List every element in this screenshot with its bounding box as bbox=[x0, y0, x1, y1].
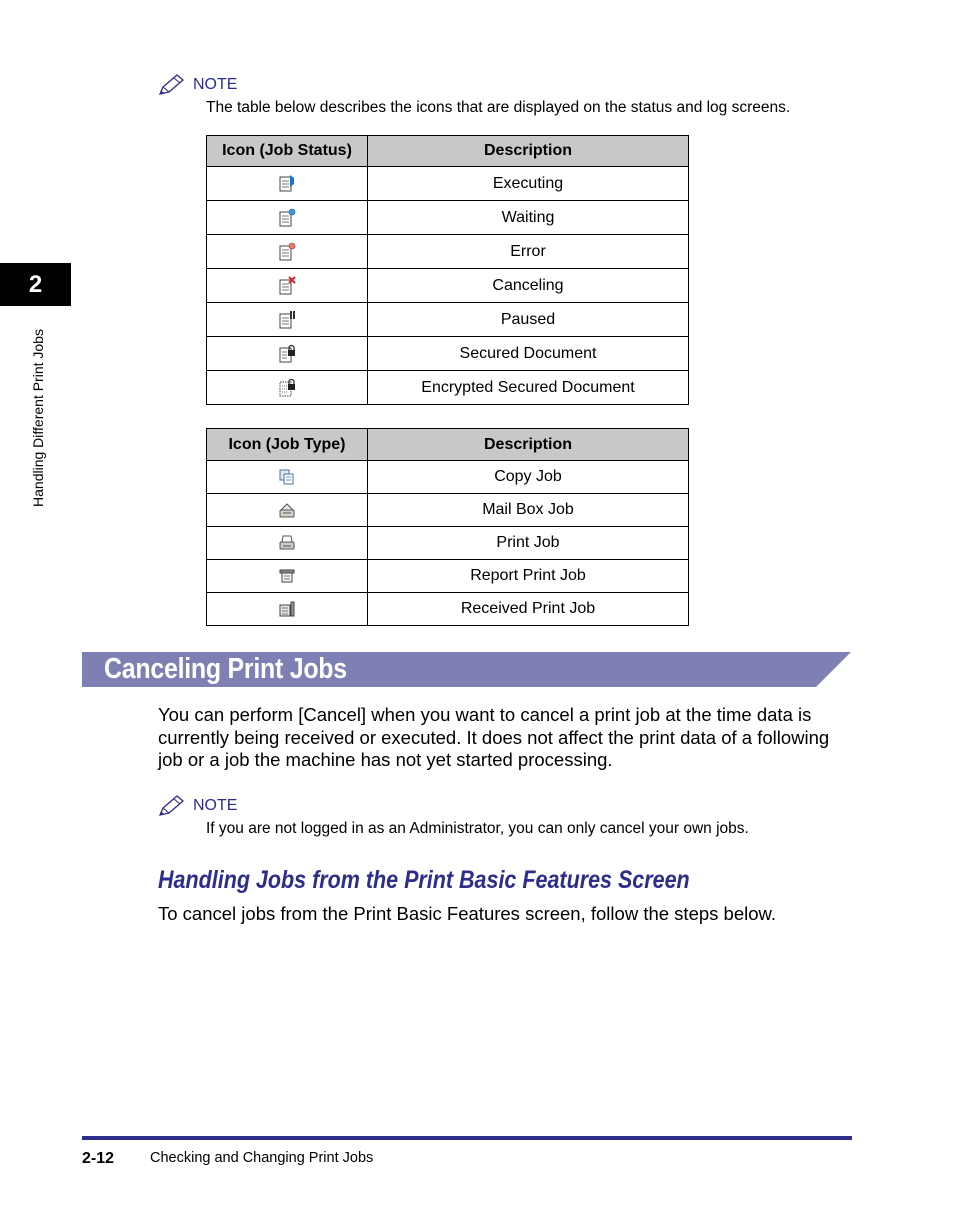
secured-document-icon bbox=[278, 344, 296, 364]
copy-job-icon bbox=[278, 468, 296, 486]
note-header bbox=[157, 795, 237, 817]
body-line: job or a job the machine has not yet started processing. bbox=[158, 749, 613, 770]
footer-title: Checking and Changing Print Jobs bbox=[150, 1150, 374, 1166]
table-row bbox=[207, 303, 689, 337]
pencil-icon bbox=[157, 795, 185, 817]
chapter-side-label: Handling Different Print Jobs bbox=[30, 329, 46, 507]
encrypted-secured-document-icon bbox=[278, 378, 296, 398]
waiting-icon bbox=[278, 208, 296, 228]
status-description: Canceling bbox=[368, 269, 689, 303]
page-number: 2-12 bbox=[82, 1150, 115, 1167]
note-text: If you are not logged in as an Administrator, you can only cancel your own jobs. bbox=[206, 820, 749, 837]
status-description: Secured Document bbox=[368, 337, 689, 371]
canceling-icon bbox=[278, 276, 296, 296]
chapter-tab: 2 bbox=[0, 263, 71, 306]
status-description: Error bbox=[368, 235, 689, 269]
paused-icon bbox=[278, 310, 296, 330]
table-row bbox=[207, 560, 689, 593]
job-type-icon-table bbox=[206, 428, 689, 626]
status-description: Waiting bbox=[368, 201, 689, 235]
table-header-row bbox=[207, 429, 689, 461]
job-status-icon-table bbox=[206, 135, 689, 405]
note-title: NOTE bbox=[193, 797, 238, 814]
subsection-text: To cancel jobs from the Print Basic Features screen, follow the steps below. bbox=[158, 903, 776, 924]
note-header bbox=[157, 74, 237, 96]
type-description: Copy Job bbox=[368, 461, 689, 494]
table-row bbox=[207, 461, 689, 494]
table-row bbox=[207, 371, 689, 405]
status-description: Encrypted Secured Document bbox=[368, 371, 689, 405]
subsection-title: Handling Jobs from the Print Basic Features Screen bbox=[158, 866, 690, 894]
table-row bbox=[207, 527, 689, 560]
received-print-job-icon bbox=[278, 600, 296, 618]
table-header-row bbox=[207, 136, 689, 167]
column-header: Description bbox=[368, 136, 689, 167]
table-row bbox=[207, 593, 689, 626]
column-header: Icon (Job Type) bbox=[207, 429, 368, 461]
note-text: The table below describes the icons that are displayed on the status and log screens. bbox=[206, 99, 791, 116]
column-header: Description bbox=[368, 429, 689, 461]
error-icon bbox=[278, 242, 296, 262]
type-description: Received Print Job bbox=[368, 593, 689, 626]
table-row bbox=[207, 337, 689, 371]
mail-box-job-icon bbox=[278, 501, 296, 519]
footer-rule bbox=[82, 1136, 852, 1140]
table-row bbox=[207, 235, 689, 269]
section-title: Canceling Print Jobs bbox=[104, 653, 347, 685]
status-description: Paused bbox=[368, 303, 689, 337]
note-title: NOTE bbox=[193, 76, 238, 93]
status-description: Executing bbox=[368, 167, 689, 201]
table-row bbox=[207, 269, 689, 303]
table-row bbox=[207, 494, 689, 527]
executing-icon bbox=[278, 174, 296, 194]
type-description: Mail Box Job bbox=[368, 494, 689, 527]
column-header: Icon (Job Status) bbox=[207, 136, 368, 167]
body-line: You can perform [Cancel] when you want to cancel a print job at the time data is bbox=[158, 704, 812, 725]
type-description: Print Job bbox=[368, 527, 689, 560]
print-job-icon bbox=[278, 534, 296, 552]
table-row bbox=[207, 167, 689, 201]
table-row bbox=[207, 201, 689, 235]
type-description: Report Print Job bbox=[368, 560, 689, 593]
section-body bbox=[158, 704, 858, 772]
report-print-job-icon bbox=[278, 567, 296, 585]
body-line: currently being received or executed. It does not affect the print data of a following bbox=[158, 726, 830, 748]
pencil-icon bbox=[157, 74, 185, 96]
